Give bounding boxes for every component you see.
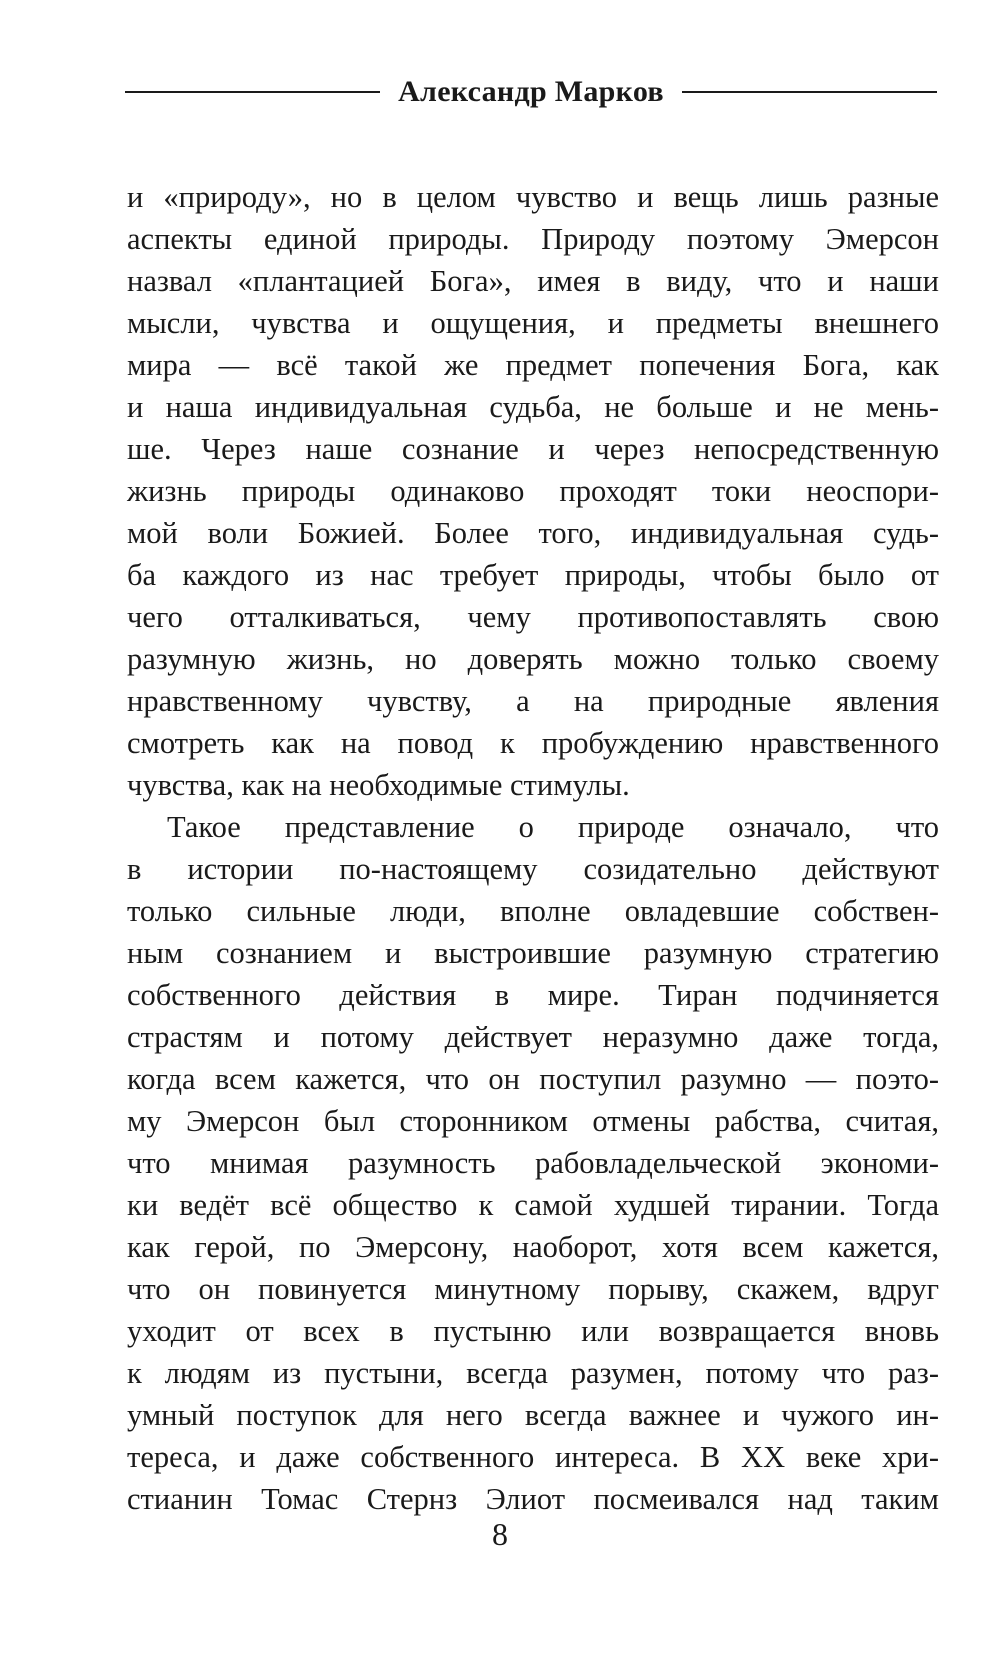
text-line: что мнимая разумность рабовладельческой экономи-	[127, 1146, 939, 1180]
text-line: только сильные люди, вполне овладевшие собствен-	[127, 894, 939, 928]
text-line: Такое представление о природе означало, что	[167, 810, 939, 844]
text-line: когда всем кажется, что он поступил разумно — поэто-	[127, 1062, 939, 1096]
text-line: мира — всё такой же предмет попечения Бога, как	[127, 348, 939, 382]
text-line: ки ведёт всё общество к самой худшей тирании. Тогда	[127, 1188, 939, 1222]
header-rule-right	[682, 91, 937, 93]
header-rule-left	[125, 91, 380, 93]
text-line: и «природу», но в целом чувство и вещь лишь разные	[127, 180, 939, 214]
text-line: и наша индивидуальная судьба, не больше и не мень-	[127, 390, 939, 424]
text-line: мой воли Божией. Более того, индивидуальная судь-	[127, 516, 939, 550]
text-line: в истории по-настоящему созидательно действуют	[127, 852, 939, 886]
text-line: смотреть как на повод к пробуждению нравственного	[127, 726, 939, 760]
text-line: нравственному чувству, а на природные явления	[127, 684, 939, 718]
body-text	[127, 176, 939, 1520]
text-line: аспекты единой природы. Природу поэтому Эмерсон	[127, 222, 939, 256]
text-line: разумную жизнь, но доверять можно только своему	[127, 642, 939, 676]
text-line: умный поступок для него всегда важнее и чужого ин-	[127, 1398, 939, 1432]
paragraph-2	[127, 806, 939, 1520]
text-line: чего отталкиваться, чему противопоставлять свою	[127, 600, 939, 634]
page-number: 8	[492, 1516, 508, 1552]
text-line: назвал «плантацией Бога», имея в виду, что и наши	[127, 264, 939, 298]
running-header	[125, 72, 937, 112]
text-line: к людям из пустыни, всегда разумен, потому что раз-	[127, 1356, 939, 1390]
text-line: мысли, чувства и ощущения, и предметы внешнего	[127, 306, 939, 340]
text-line: страстям и потому действует неразумно даже тогда,	[127, 1020, 939, 1054]
text-line: стианин Томас Стернз Элиот посмеивался над таким	[127, 1482, 939, 1516]
text-line: му Эмерсон был сторонником отмены рабства, считая,	[127, 1104, 939, 1138]
text-line: что он повинуется минутному порыву, скажем, вдруг	[127, 1272, 939, 1306]
text-line: уходит от всех в пустыню или возвращается вновь	[127, 1314, 939, 1348]
text-line: как герой, по Эмерсону, наоборот, хотя всем кажется,	[127, 1230, 939, 1264]
text-line: ным сознанием и выстроившие разумную стратегию	[127, 936, 939, 970]
running-header-author: Александр Марков	[398, 75, 664, 108]
text-line: тереса, и даже собственного интереса. В XX веке хри-	[127, 1440, 939, 1474]
text-line: ше. Через наше сознание и через непосредственную	[127, 432, 939, 466]
paragraph-1	[127, 176, 939, 806]
text-line: чувства, как на необходимые стимулы.	[127, 768, 630, 802]
text-line: собственного действия в мире. Тиран подчиняется	[127, 978, 939, 1012]
text-line: жизнь природы одинаково проходят токи неоспори-	[127, 474, 939, 508]
text-line: ба каждого из нас требует природы, чтобы было от	[127, 558, 939, 592]
